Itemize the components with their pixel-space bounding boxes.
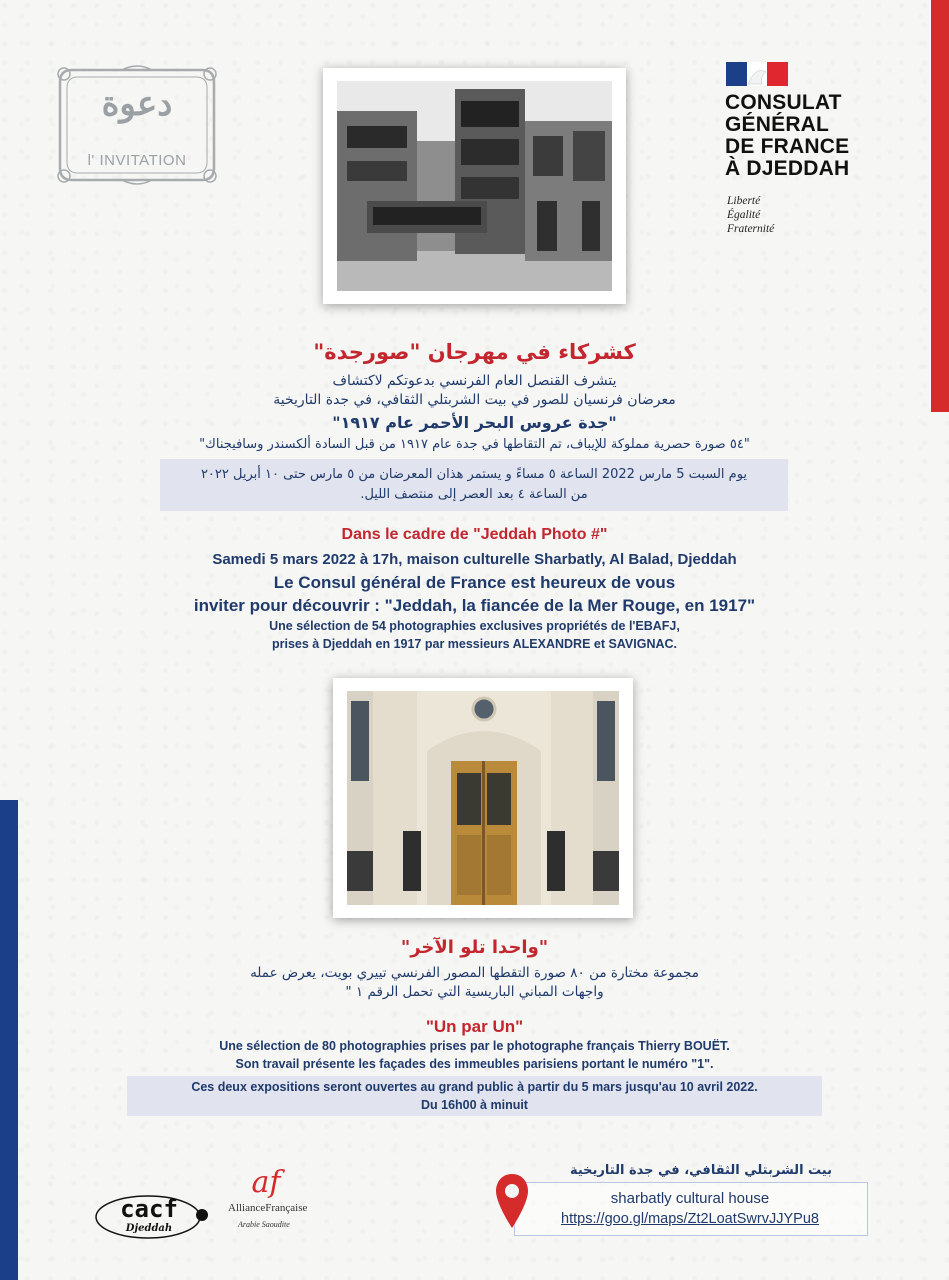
consulate-line: GÉNÉRAL — [725, 113, 830, 136]
french-second-expo-line: Une sélection de 80 photographies prises par le photographe français Thierry BOUËT. — [219, 1039, 730, 1053]
invitation-arabic: دعوة — [101, 84, 173, 124]
arabic-description: "٥٤ صورة حصرية مملوكة للإيباف، تم التقاطها في جدة عام ١٩١٧ من قبل السادة ألكسندر وسافيجناك" — [199, 437, 750, 452]
french-second-expo-line: Son travail présente les façades des immeubles parisiens portant le numéro "1". — [235, 1057, 714, 1071]
arabic-intro-line: يتشرف القنصل العام الفرنسي بدعوتكم لاكتشاف — [332, 373, 617, 389]
french-second-expo-title: "Un par Un" — [425, 1017, 524, 1036]
af-name: AllianceFrançaise — [228, 1202, 308, 1214]
address-arabic: بيت الشربتلي الثقافي، في جدة التاريخية — [569, 1163, 832, 1178]
invitation-badge — [52, 62, 222, 188]
cacf-logo — [92, 1193, 210, 1241]
marianne-flag-icon — [726, 62, 788, 86]
map-link[interactable]: https://goo.gl/maps/Zt2LoatSwrvJJYPu8 — [561, 1211, 819, 1227]
arabic-exhibition-title: "جدة عروس البحر الأحمر عام ١٩١٧" — [332, 413, 617, 432]
motto-line: Liberté — [727, 195, 761, 207]
french-festival-title: Dans le cadre de "Jeddah Photo #" — [341, 526, 608, 543]
cacf-city: Djeddah — [125, 1223, 173, 1234]
arabic-date-line: يوم السبت 5 مارس 2022 الساعة ٥ مساءً و يستمر هذان المعرضان من ٥ مارس حتى ١٠ أبريل ٢٠٢٢ — [200, 467, 748, 482]
french-selection-line: Une sélection de 54 photographies exclusives propriétés de l'EBAFJ, — [269, 619, 680, 633]
arabic-second-expo-title: "واحدا تلو الآخر" — [400, 937, 549, 958]
republic-motto — [727, 194, 774, 236]
historic-building-image — [337, 81, 612, 291]
alliance-francaise-logo — [228, 1165, 328, 1238]
arabic-intro-line: معرضان فرنسيان للصور في بيت الشربتلي الثقافي، في جدة التاريخية — [273, 392, 676, 408]
ornate-frame-icon — [52, 62, 222, 188]
invitation-french: l' INVITATION — [87, 152, 187, 169]
motto-line: Fraternité — [727, 223, 775, 235]
arabic-second-expo-line: مجموعة مختارة من ٨٠ صورة التقطها المصور الفرنسي تييري بويت، يعرض عمله — [250, 965, 699, 981]
af-country: Arabie Saoudite — [238, 1220, 290, 1229]
parisian-facade-photo — [333, 678, 633, 918]
arabic-festival-title: كشركاء في مهرجان "صورجدة" — [313, 340, 636, 364]
consulate-name — [725, 92, 935, 180]
french-invite-line: inviter pour découvrir : "Jeddah, la fiancée de la Mer Rouge, en 1917" — [193, 596, 756, 615]
venue-name: sharbatly cultural house — [610, 1190, 770, 1207]
af-mark: af — [251, 1165, 281, 1200]
historic-jeddah-photo — [323, 68, 626, 304]
consulate-line: À DJEDDAH — [725, 157, 850, 180]
cacf-wordmark: cacf — [120, 1195, 178, 1223]
opening-dates-line: Ces deux expositions seront ouvertes au grand public à partir du 5 mars jusqu'au 10 avril 2022. — [191, 1080, 758, 1094]
arabic-date-box — [160, 459, 788, 511]
french-date-line: Samedi 5 mars 2022 à 17h, maison culturelle Sharbatly, Al Balad, Djeddah — [212, 551, 737, 568]
arabic-hours-line: من الساعة ٤ بعد العصر إلى منتصف الليل. — [360, 487, 588, 502]
parisian-door-image — [347, 691, 619, 905]
opening-hours-line: Du 16h00 à minuit — [421, 1098, 528, 1112]
opening-hours-box — [127, 1076, 822, 1116]
motto-line: Égalité — [727, 209, 761, 221]
consulate-line: CONSULAT — [725, 91, 842, 114]
french-invite-line: Le Consul général de France est heureux de vous — [273, 573, 676, 592]
consulate-line: DE FRANCE — [725, 135, 850, 158]
french-selection-line: prises à Djeddah en 1917 par messieurs ALEXANDRE et SAVIGNAC. — [272, 637, 677, 651]
arabic-second-expo-line: واجهات المباني الباريسية التي تحمل الرقم ١ " — [345, 984, 604, 1000]
